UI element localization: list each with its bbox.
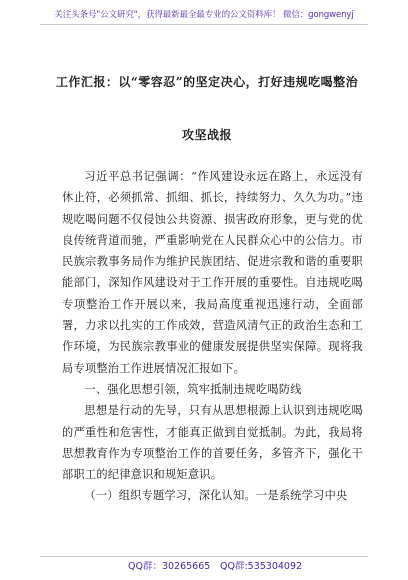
body-paragraph-subsection-1: （一）组织专题学习，深化认知。一是系统学习中央 [84, 489, 348, 503]
body-paragraph-intro: 习近平总书记强调：“作风建设永远在路上，永远没有休止符，必须抓常、抓细、抓长，持续努力、久久为功。”违规吃喝问题不仅侵蚀公共资源、损害政府形象，更与党的优良传统背道而驰，严重影响党在人民群众心中的公信力。市民族宗教事务局作为维护民族团结、促进宗教和谐的重要职能部门，深知作风建设对于工作开展的重要性。自违规吃喝专项整治工作开展以来，我局高度重视迅速行动，全面部署，力求以扎实的工作成效，营造风清气正的政治生态和工作环境，为民族宗教事业的健康发展提供坚实保障。现将我局专项整治工作进展情况汇报如下。 [62, 170, 363, 375]
document-title-line-1: 工作汇报：以“零容忍”的坚定决心，打好违规吃喝整治 [55, 75, 359, 89]
document-body [62, 166, 363, 507]
footer-qq-group-2: QQ群:535304092 [220, 561, 303, 572]
header-promo-text: 关注头条号"公文研究"，获得最新最全最专业的公文资料库！ 微信：gongwenyj [54, 10, 354, 20]
footer-qq-group-1: QQ群：30265665 [128, 561, 211, 572]
document-title-line-2: 攻坚战报 [181, 128, 232, 142]
section-heading-1: 一、强化思想引领，筑牢抵制违规吃喝防线 [84, 382, 302, 396]
body-paragraph-section-1: 思想是行动的先导，只有从思想根源上认识到违规吃喝的严重性和危害性，才能真正做到自觉抵制。为此，我局将思想教育作为专项整治工作的首要任务，多管齐下，强化干部职工的纪律意识和规矩意识。 [62, 404, 363, 482]
header-divider [40, 24, 368, 25]
footer-divider [40, 556, 368, 557]
